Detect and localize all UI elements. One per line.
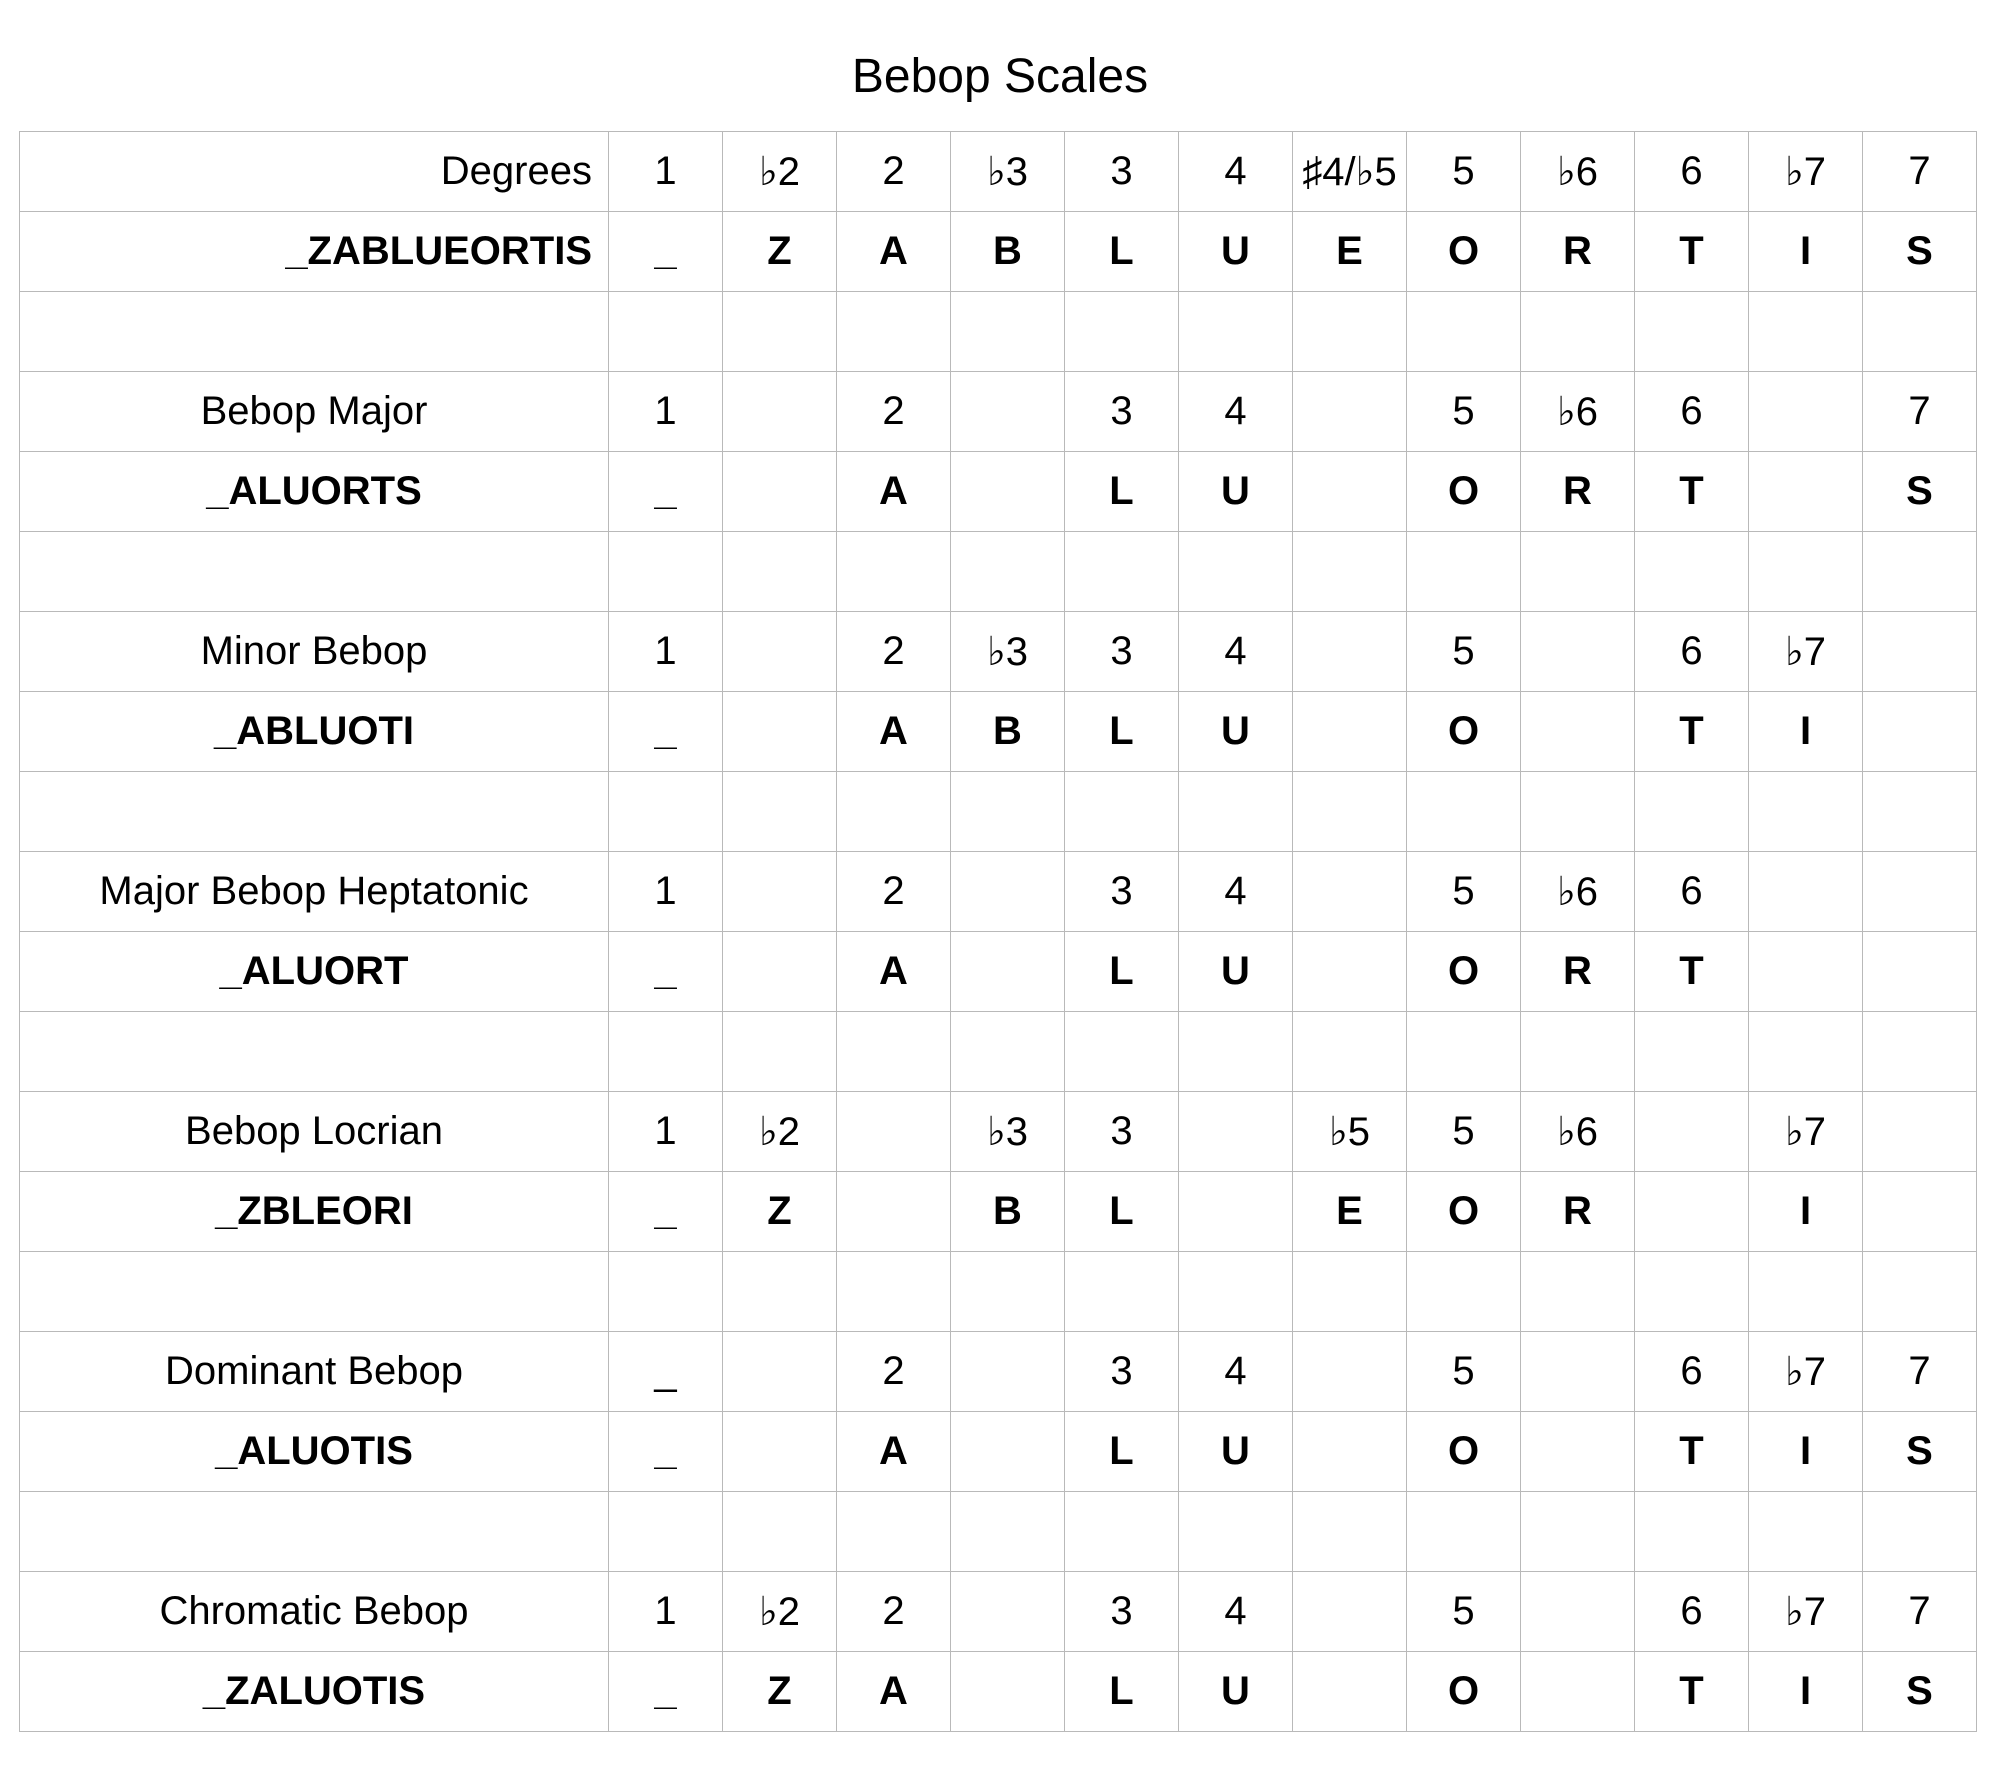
degree-cell	[1749, 372, 1863, 452]
degree-cell: ♭7	[1749, 612, 1863, 692]
letter-cell: U	[1179, 1652, 1293, 1732]
letter-cell: R	[1521, 932, 1635, 1012]
empty-cell	[1635, 772, 1749, 852]
page-title: Bebop Scales	[851, 50, 1149, 103]
letter-cell: Z	[723, 1172, 837, 1252]
degree-cell: ♭6	[1521, 1092, 1635, 1172]
empty-cell	[723, 1492, 837, 1572]
degree-cell: ♭3	[951, 612, 1065, 692]
empty-cell	[723, 532, 837, 612]
degree-cell: 3	[1065, 372, 1179, 452]
letter-cell: E	[1293, 1172, 1407, 1252]
degree-cell: 6	[1635, 132, 1749, 212]
letter-cell: R	[1521, 1172, 1635, 1252]
degree-cell	[837, 1092, 951, 1172]
letter-cell: B	[951, 692, 1065, 772]
empty-cell	[1863, 1252, 1977, 1332]
scale-code: _ZABLUEORTIS	[20, 212, 609, 292]
letter-cell: Z	[723, 1652, 837, 1732]
letter-cell	[1521, 692, 1635, 772]
empty-cell	[609, 292, 723, 372]
degree-cell: 4	[1179, 1332, 1293, 1412]
empty-cell	[20, 1492, 609, 1572]
scale-name: Minor Bebop	[20, 612, 609, 692]
letter-cell: R	[1521, 452, 1635, 532]
degree-cell: 1	[609, 1092, 723, 1172]
letter-cell: A	[837, 932, 951, 1012]
letter-cell: T	[1635, 1652, 1749, 1732]
letter-cell	[1521, 1652, 1635, 1732]
letter-cell	[951, 452, 1065, 532]
scale-code: _ZALUOTIS	[20, 1652, 609, 1732]
letter-cell: I	[1749, 1652, 1863, 1732]
letter-cell: L	[1065, 1412, 1179, 1492]
letter-cell: O	[1407, 1412, 1521, 1492]
letter-cell: O	[1407, 1652, 1521, 1732]
degree-cell: 6	[1635, 372, 1749, 452]
degree-cell: 3	[1065, 132, 1179, 212]
letter-cell: E	[1293, 212, 1407, 292]
scale-name: Major Bebop Heptatonic	[20, 852, 609, 932]
degree-row	[20, 612, 1977, 692]
letter-cell: O	[1407, 452, 1521, 532]
empty-cell	[609, 1492, 723, 1572]
empty-cell	[1749, 1012, 1863, 1092]
empty-cell	[609, 1252, 723, 1332]
degree-cell: 6	[1635, 1332, 1749, 1412]
degree-cell	[1521, 1572, 1635, 1652]
letter-cell: L	[1065, 1172, 1179, 1252]
letter-cell: O	[1407, 692, 1521, 772]
scale-code: _ALUORT	[20, 932, 609, 1012]
empty-cell	[1749, 772, 1863, 852]
degree-cell	[1179, 1092, 1293, 1172]
letter-cell	[723, 1412, 837, 1492]
letter-cell: I	[1749, 1412, 1863, 1492]
empty-cell	[1521, 772, 1635, 852]
letter-cell: U	[1179, 932, 1293, 1012]
empty-cell	[1863, 1492, 1977, 1572]
degree-cell: ♭7	[1749, 1332, 1863, 1412]
degree-row	[20, 1332, 1977, 1412]
degree-cell: ♭7	[1749, 1092, 1863, 1172]
empty-cell	[1293, 532, 1407, 612]
degree-cell	[1521, 612, 1635, 692]
letter-cell: I	[1749, 1172, 1863, 1252]
letter-cell	[1521, 1412, 1635, 1492]
empty-cell	[837, 292, 951, 372]
degree-cell: 6	[1635, 852, 1749, 932]
empty-cell	[1863, 1012, 1977, 1092]
letter-cell: O	[1407, 212, 1521, 292]
letter-cell: A	[837, 1412, 951, 1492]
empty-cell	[1065, 772, 1179, 852]
letter-cell: _	[609, 1412, 723, 1492]
empty-cell	[1635, 292, 1749, 372]
empty-cell	[1521, 1492, 1635, 1572]
letter-cell: U	[1179, 692, 1293, 772]
empty-cell	[1407, 1492, 1521, 1572]
letter-row	[20, 1172, 1977, 1252]
letter-row	[20, 452, 1977, 532]
letter-cell: A	[837, 692, 951, 772]
empty-cell	[1749, 292, 1863, 372]
degree-cell: 3	[1065, 852, 1179, 932]
letter-cell: U	[1179, 1412, 1293, 1492]
degree-cell: 3	[1065, 612, 1179, 692]
empty-cell	[1065, 1252, 1179, 1332]
letter-cell: R	[1521, 212, 1635, 292]
empty-cell	[609, 532, 723, 612]
degree-cell: 5	[1407, 612, 1521, 692]
letter-cell	[951, 1412, 1065, 1492]
letter-cell	[951, 932, 1065, 1012]
letter-cell: A	[837, 212, 951, 292]
degree-cell	[951, 852, 1065, 932]
bebop-scales-table	[19, 131, 1977, 1732]
empty-cell	[1293, 1252, 1407, 1332]
letter-cell: T	[1635, 452, 1749, 532]
empty-cell	[20, 1012, 609, 1092]
empty-cell	[1065, 1492, 1179, 1572]
letter-cell: _	[609, 1172, 723, 1252]
letter-cell: B	[951, 212, 1065, 292]
letter-cell	[723, 932, 837, 1012]
scale-code: _ALUOTIS	[20, 1412, 609, 1492]
letter-cell	[723, 692, 837, 772]
empty-cell	[1065, 1012, 1179, 1092]
degree-cell	[723, 852, 837, 932]
letter-cell: L	[1065, 212, 1179, 292]
empty-cell	[1407, 1012, 1521, 1092]
spacer-row	[20, 292, 1977, 372]
degree-cell: 2	[837, 132, 951, 212]
degree-cell: 2	[837, 1332, 951, 1412]
empty-cell	[951, 1012, 1065, 1092]
letter-cell	[1293, 1652, 1407, 1732]
empty-cell	[1293, 1012, 1407, 1092]
letter-cell: T	[1635, 692, 1749, 772]
empty-cell	[20, 532, 609, 612]
empty-cell	[1521, 1012, 1635, 1092]
letter-cell	[1863, 1172, 1977, 1252]
degree-cell	[1293, 372, 1407, 452]
empty-cell	[20, 292, 609, 372]
degree-cell	[1293, 1332, 1407, 1412]
degree-cell: 4	[1179, 132, 1293, 212]
letter-row	[20, 1412, 1977, 1492]
degree-cell: 7	[1863, 1572, 1977, 1652]
letter-cell	[1863, 932, 1977, 1012]
degree-cell	[951, 1332, 1065, 1412]
letter-cell: T	[1635, 212, 1749, 292]
degree-cell: 2	[837, 612, 951, 692]
degree-row	[20, 852, 1977, 932]
degree-cell	[1863, 1092, 1977, 1172]
empty-cell	[1863, 532, 1977, 612]
degree-cell: 5	[1407, 1332, 1521, 1412]
degree-cell: 3	[1065, 1092, 1179, 1172]
empty-cell	[951, 1492, 1065, 1572]
empty-cell	[1635, 1492, 1749, 1572]
degree-cell: 4	[1179, 1572, 1293, 1652]
degree-cell: 1	[609, 132, 723, 212]
letter-row	[20, 1652, 1977, 1732]
empty-cell	[1179, 772, 1293, 852]
degree-cell: 5	[1407, 372, 1521, 452]
letter-cell	[1179, 1172, 1293, 1252]
scale-name: Chromatic Bebop	[20, 1572, 609, 1652]
degree-cell	[1863, 852, 1977, 932]
degree-cell	[951, 372, 1065, 452]
empty-cell	[1065, 292, 1179, 372]
letter-row	[20, 932, 1977, 1012]
empty-cell	[20, 772, 609, 852]
empty-cell	[951, 532, 1065, 612]
degree-cell: 1	[609, 612, 723, 692]
letter-cell	[1293, 1412, 1407, 1492]
scale-name: Bebop Locrian	[20, 1092, 609, 1172]
degree-row	[20, 1572, 1977, 1652]
degree-cell: 6	[1635, 612, 1749, 692]
degree-cell: ♭3	[951, 132, 1065, 212]
empty-cell	[837, 772, 951, 852]
empty-cell	[1635, 532, 1749, 612]
letter-cell: O	[1407, 932, 1521, 1012]
degree-cell: 6	[1635, 1572, 1749, 1652]
degree-cell	[1521, 1332, 1635, 1412]
degree-cell: 7	[1863, 1332, 1977, 1412]
degree-cell: ♭7	[1749, 132, 1863, 212]
degree-cell: ♭5	[1293, 1092, 1407, 1172]
degree-cell	[1293, 612, 1407, 692]
degree-cell: 1	[609, 372, 723, 452]
letter-cell: _	[609, 212, 723, 292]
letter-cell: O	[1407, 1172, 1521, 1252]
letter-cell	[1635, 1172, 1749, 1252]
letter-cell: _	[609, 1652, 723, 1732]
degree-cell: 1	[609, 852, 723, 932]
scale-code: _ALUORTS	[20, 452, 609, 532]
letter-cell	[1293, 932, 1407, 1012]
letter-cell: S	[1863, 1412, 1977, 1492]
empty-cell	[1635, 1252, 1749, 1332]
empty-cell	[837, 1252, 951, 1332]
letter-cell: B	[951, 1172, 1065, 1252]
empty-cell	[1521, 292, 1635, 372]
scale-code: _ABLUOTI	[20, 692, 609, 772]
spacer-row	[20, 1252, 1977, 1332]
degree-cell: ♭2	[723, 1572, 837, 1652]
letter-cell: L	[1065, 1652, 1179, 1732]
empty-cell	[1521, 532, 1635, 612]
empty-cell	[1179, 1252, 1293, 1332]
degree-cell: ♭6	[1521, 372, 1635, 452]
scale-name: Bebop Major	[20, 372, 609, 452]
empty-cell	[1293, 1492, 1407, 1572]
letter-cell: I	[1749, 212, 1863, 292]
empty-cell	[1749, 1252, 1863, 1332]
letter-cell	[1293, 452, 1407, 532]
letter-cell: U	[1179, 452, 1293, 532]
empty-cell	[609, 1012, 723, 1092]
letter-cell	[1749, 452, 1863, 532]
degree-cell: 2	[837, 372, 951, 452]
degree-cell: 5	[1407, 1092, 1521, 1172]
scale-code: _ZBLEORI	[20, 1172, 609, 1252]
degree-cell: 5	[1407, 132, 1521, 212]
empty-cell	[951, 772, 1065, 852]
degree-cell: ♭3	[951, 1092, 1065, 1172]
degree-cell	[1863, 612, 1977, 692]
degree-cell: ♯4/♭5	[1293, 132, 1407, 212]
empty-cell	[1293, 772, 1407, 852]
degree-cell: 7	[1863, 372, 1977, 452]
degree-cell: ♭6	[1521, 132, 1635, 212]
scale-name: Degrees	[20, 132, 609, 212]
empty-cell	[20, 1252, 609, 1332]
letter-cell: A	[837, 1652, 951, 1732]
empty-cell	[951, 1252, 1065, 1332]
letter-cell: S	[1863, 452, 1977, 532]
letter-cell	[837, 1172, 951, 1252]
letter-cell: L	[1065, 932, 1179, 1012]
letter-cell: L	[1065, 452, 1179, 532]
degree-cell: 2	[837, 852, 951, 932]
degree-cell: 4	[1179, 612, 1293, 692]
empty-cell	[1293, 292, 1407, 372]
empty-cell	[723, 1012, 837, 1092]
empty-cell	[1749, 1492, 1863, 1572]
degree-cell: 4	[1179, 852, 1293, 932]
letter-cell: T	[1635, 1412, 1749, 1492]
letter-row	[20, 692, 1977, 772]
degree-cell	[1293, 852, 1407, 932]
empty-cell	[837, 1012, 951, 1092]
empty-cell	[1065, 532, 1179, 612]
empty-cell	[951, 292, 1065, 372]
degree-cell	[1293, 1572, 1407, 1652]
letter-cell: L	[1065, 692, 1179, 772]
empty-cell	[723, 292, 837, 372]
degree-cell	[723, 612, 837, 692]
empty-cell	[1407, 772, 1521, 852]
degree-row	[20, 132, 1977, 212]
letter-cell: A	[837, 452, 951, 532]
degree-cell: 4	[1179, 372, 1293, 452]
spacer-row	[20, 1012, 1977, 1092]
letter-row	[20, 212, 1977, 292]
degree-cell	[1749, 852, 1863, 932]
letter-cell: S	[1863, 1652, 1977, 1732]
empty-cell	[1635, 1012, 1749, 1092]
empty-cell	[1407, 1252, 1521, 1332]
empty-cell	[723, 772, 837, 852]
degree-row	[20, 1092, 1977, 1172]
letter-cell	[1293, 692, 1407, 772]
empty-cell	[837, 1492, 951, 1572]
empty-cell	[837, 532, 951, 612]
letter-cell: _	[609, 452, 723, 532]
empty-cell	[1407, 532, 1521, 612]
degree-cell: ♭6	[1521, 852, 1635, 932]
degree-row	[20, 372, 1977, 452]
degree-cell: ♭7	[1749, 1572, 1863, 1652]
letter-cell	[1863, 692, 1977, 772]
letter-cell: _	[609, 692, 723, 772]
degree-cell: 1	[609, 1572, 723, 1652]
scale-name: Dominant Bebop	[20, 1332, 609, 1412]
empty-cell	[1749, 532, 1863, 612]
letter-cell: I	[1749, 692, 1863, 772]
empty-cell	[609, 772, 723, 852]
empty-cell	[1179, 292, 1293, 372]
letter-cell: U	[1179, 212, 1293, 292]
letter-cell: Z	[723, 212, 837, 292]
spacer-row	[20, 532, 1977, 612]
empty-cell	[1179, 1492, 1293, 1572]
degree-cell: 5	[1407, 1572, 1521, 1652]
empty-cell	[1179, 532, 1293, 612]
degree-cell: 7	[1863, 132, 1977, 212]
letter-cell	[1749, 932, 1863, 1012]
letter-cell: _	[609, 932, 723, 1012]
letter-cell: T	[1635, 932, 1749, 1012]
degree-cell	[951, 1572, 1065, 1652]
letter-cell	[951, 1652, 1065, 1732]
degree-cell	[723, 1332, 837, 1412]
degree-cell	[723, 372, 837, 452]
empty-cell	[1407, 292, 1521, 372]
letter-cell	[723, 452, 837, 532]
degree-cell	[1635, 1092, 1749, 1172]
degree-cell: _	[609, 1332, 723, 1412]
degree-cell: 2	[837, 1572, 951, 1652]
spacer-row	[20, 772, 1977, 852]
empty-cell	[723, 1252, 837, 1332]
spacer-row	[20, 1492, 1977, 1572]
empty-cell	[1179, 1012, 1293, 1092]
empty-cell	[1863, 292, 1977, 372]
degree-cell: ♭2	[723, 132, 837, 212]
degree-cell: 5	[1407, 852, 1521, 932]
empty-cell	[1521, 1252, 1635, 1332]
letter-cell: S	[1863, 212, 1977, 292]
degree-cell: 3	[1065, 1332, 1179, 1412]
degree-cell: ♭2	[723, 1092, 837, 1172]
empty-cell	[1863, 772, 1977, 852]
degree-cell: 3	[1065, 1572, 1179, 1652]
